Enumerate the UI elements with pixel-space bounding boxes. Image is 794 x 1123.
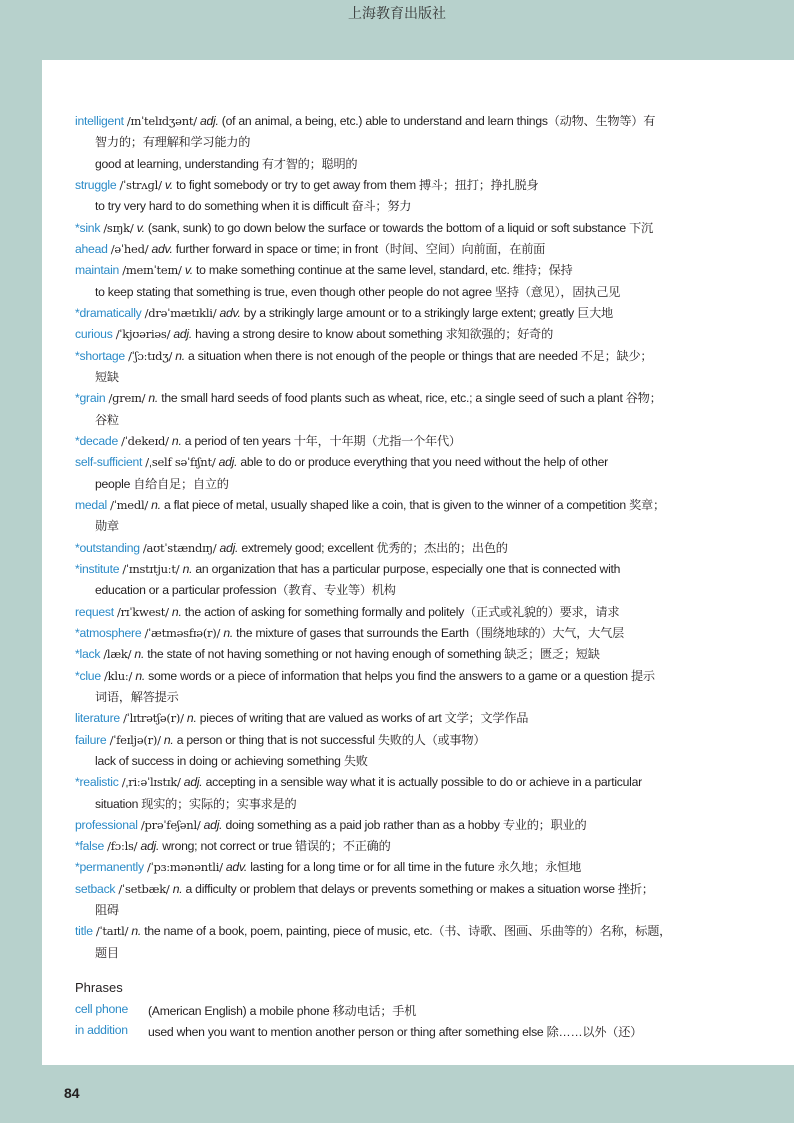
headword: title (75, 924, 93, 939)
definition: some words or a piece of information that helps you find the answers to a game or a question 提示 (148, 668, 655, 683)
pronunciation: /ˈʃɔːtɪdʒ/ (128, 348, 173, 363)
definition: lack of success in doing or achieving something 失败 (95, 753, 368, 768)
headword: request (75, 604, 114, 619)
part-of-speech: adj. (173, 327, 192, 342)
definition: people 自给自足；自立的 (95, 476, 229, 491)
headword: *dramatically (75, 305, 142, 320)
headword: intelligent (75, 114, 124, 128)
pronunciation: /ˈsetbæk/ (118, 881, 170, 896)
definition: further forward in space or time; in front（时间、空间）向前面，在前面 (175, 241, 546, 256)
definition: an organization that has a particular purpose, especially one that is connected with (195, 561, 621, 576)
definition: 智力的；有理解和学习能力的 (95, 135, 251, 150)
definition: to try very hard to do something when it is difficult 奋斗；努力 (95, 199, 412, 214)
vocabulary-entry (75, 644, 715, 665)
part-of-speech: n. (148, 391, 159, 406)
headword: *realistic (75, 775, 119, 790)
definition: a period of ten years 十年，十年期（尤指一个年代） (184, 433, 461, 448)
page-number: 84 (64, 1085, 80, 1101)
pronunciation: /əˈhed/ (110, 241, 149, 256)
definition: extremely good; excellent 优秀的；杰出的；出色的 (241, 540, 508, 555)
headword: *decade (75, 433, 118, 448)
entry-continuation (75, 196, 715, 217)
definition: doing something as a paid job rather than as a hobby 专业的；职业的 (225, 817, 587, 832)
definition: a difficulty or problem that delays or prevents something or makes a situation worse 挫折； (185, 881, 654, 896)
pronunciation: /ɡreɪn/ (108, 391, 146, 406)
phrase-definition: (American English) a mobile phone 移动电话；手机 (148, 1004, 417, 1018)
definition: having a strong desire to know about something 求知欲强的；好奇的 (195, 327, 554, 342)
headword: maintain (75, 263, 120, 278)
definition: a person or thing that is not successful 失败的人（或事物） (176, 732, 486, 747)
part-of-speech: n. (171, 433, 182, 448)
vocabulary-entry (75, 836, 715, 857)
pronunciation: /fɔːls/ (107, 839, 138, 854)
headword: self-sufficient (75, 455, 143, 470)
pronunciation: /ˌriːəˈlɪstɪk/ (121, 775, 181, 790)
definition: to keep stating that something is true, even though other people do not agree 坚持（意见），固执己见 (95, 284, 621, 299)
headword: *lack (75, 647, 101, 662)
definition: by a strikingly large amount or to a strikingly large extent; greatly 巨大地 (243, 305, 613, 320)
definition: the name of a book, poem, painting, piece of music, etc.（书、诗歌、图画、乐曲等的）名称，标题， (144, 924, 672, 939)
vocabulary-entry (75, 303, 715, 324)
part-of-speech: n. (163, 732, 174, 747)
pronunciation: /kluː/ (104, 668, 133, 683)
definition: to fight somebody or try to get away from them 搏斗；扭打；挣扎脱身 (176, 177, 539, 192)
vocabulary-entry (75, 260, 715, 281)
vocabulary-entry (75, 452, 715, 473)
headword: setback (75, 881, 116, 896)
headword: *atmosphere (75, 625, 142, 640)
pronunciation: /ˈkjʊəriəs/ (115, 327, 171, 342)
headword: failure (75, 732, 107, 747)
definition: 谷粒 (95, 412, 119, 427)
headword: struggle (75, 177, 117, 192)
part-of-speech: n. (151, 497, 161, 512)
definition: education or a particular profession（教育、专业等）机构 (95, 583, 396, 598)
entry-continuation (75, 410, 715, 431)
entry-continuation (75, 794, 715, 815)
part-of-speech: adv. (219, 305, 241, 320)
vocabulary-entry (75, 815, 715, 836)
headword: *outstanding (75, 540, 140, 555)
vocabulary-entry (75, 538, 715, 559)
phrase-term: cell phone (75, 1002, 129, 1016)
pronunciation: /ˈfeɪljə(r)/ (109, 732, 161, 747)
definition: 词语，解答提示 (95, 689, 179, 704)
vocabulary-entry (75, 772, 715, 793)
pronunciation: /ɪnˈtelɪdʒənt/ (126, 114, 197, 128)
part-of-speech: n. (186, 711, 197, 726)
pronunciation: /ˈlɪtrətʃə(r)/ (123, 711, 184, 726)
part-of-speech: n. (134, 647, 145, 662)
vocabulary-entry (75, 346, 715, 367)
pronunciation: /rɪˈkwest/ (117, 604, 169, 619)
headword: *false (75, 839, 104, 854)
headword: medal (75, 497, 107, 512)
part-of-speech: n. (135, 668, 145, 683)
pronunciation: /ˈtaɪtl/ (95, 924, 129, 939)
definition: lasting for a long time or for all time in the future 永久地；永恒地 (250, 860, 582, 875)
headword: *shortage (75, 348, 125, 363)
phrase-definition: used when you want to mention another person or thing after something else 除……以外（还） (148, 1025, 643, 1039)
part-of-speech: n. (172, 881, 183, 896)
entry-continuation (75, 580, 715, 601)
vocabulary-entry (75, 175, 715, 196)
part-of-speech: adj. (200, 114, 219, 128)
part-of-speech: v. (164, 177, 173, 192)
definition: able to do or produce everything that you need without the help of other (240, 455, 608, 470)
vocabulary-entry (75, 324, 715, 345)
pronunciation: /ˈdekeɪd/ (121, 433, 169, 448)
vocabulary-entry (75, 730, 715, 751)
definition: pieces of writing that are valued as works of art 文学；文学作品 (199, 711, 529, 726)
entry-continuation (75, 516, 715, 537)
pronunciation: /ˈpɜːmənəntli/ (146, 860, 223, 875)
pronunciation: /meɪnˈteɪn/ (122, 263, 182, 278)
vocabulary-entry (75, 218, 715, 239)
definition: the mixture of gases that surrounds the Earth（围绕地球的）大气，大气层 (236, 625, 624, 640)
part-of-speech: n. (175, 348, 185, 363)
vocabulary-entry (75, 666, 715, 687)
headword: ahead (75, 241, 108, 256)
headword: *sink (75, 220, 101, 235)
headword: professional (75, 817, 138, 832)
definition: the state of not having something or not having enough of something 缺乏；匮乏；短缺 (147, 647, 600, 662)
part-of-speech: n. (223, 625, 233, 640)
definition: (of an animal, a being, etc.) able to understand and learn things（动物、生物等）有 (221, 114, 656, 128)
phrase-item (75, 1023, 643, 1039)
pronunciation: /sɪŋk/ (103, 220, 134, 235)
part-of-speech: adv. (151, 241, 173, 256)
part-of-speech: adj. (218, 455, 238, 470)
part-of-speech: n. (131, 924, 142, 939)
definition: a flat piece of metal, usually shaped like a coin, that is given to the winner of a competition 奖章； (163, 497, 665, 512)
part-of-speech: v. (184, 263, 193, 278)
vocabulary-entry (75, 559, 715, 580)
pronunciation: /læk/ (103, 647, 132, 662)
pronunciation: /drəˈmætɪkli/ (144, 305, 217, 320)
definition: the action of asking for something formally and politely（正式或礼貌的）要求，请求 (184, 604, 620, 619)
vocabulary-entry (75, 388, 715, 409)
pronunciation: /ˈstrʌɡl/ (119, 177, 162, 192)
definition: 题目 (95, 945, 119, 960)
part-of-speech: adv. (225, 860, 248, 875)
pronunciation: /aʊtˈstændɪŋ/ (142, 540, 217, 555)
phrase-term: in addition (75, 1023, 128, 1037)
entry-continuation (75, 751, 715, 772)
definition: good at learning, understanding 有才智的；聪明的 (95, 156, 358, 171)
part-of-speech: adj. (183, 775, 203, 790)
phrase-item (75, 1002, 417, 1018)
part-of-speech: n. (182, 561, 193, 576)
definition: the small hard seeds of food plants such as wheat, rice, etc.; a single seed of such a plant 谷物； (161, 391, 662, 406)
definition: 勋章 (95, 519, 119, 534)
vocabulary-entry (75, 111, 715, 132)
headword: curious (75, 327, 113, 342)
pronunciation: /ˈɪnstɪtjuːt/ (122, 561, 180, 576)
vocabulary-entry (75, 857, 715, 878)
headword: *permanently (75, 860, 144, 875)
part-of-speech: v. (136, 220, 145, 235)
part-of-speech: adj. (140, 839, 160, 854)
headword: literature (75, 711, 120, 726)
vocabulary-entry (75, 879, 715, 900)
definition: situation 现实的；实际的；实事求是的 (95, 796, 297, 811)
entry-continuation (75, 367, 715, 388)
headword: *institute (75, 561, 120, 576)
vocabulary-entry (75, 602, 715, 623)
vocabulary-entry (75, 623, 715, 644)
part-of-speech: adj. (203, 817, 223, 832)
pronunciation: /ˈmedl/ (110, 497, 149, 512)
definition: a situation when there is not enough of the people or things that are needed 不足；缺少； (188, 348, 653, 363)
publisher-header: 上海教育出版社 (348, 5, 446, 21)
entry-continuation (75, 900, 715, 921)
vocabulary-entry (75, 431, 715, 452)
phrases-heading: Phrases (75, 980, 123, 995)
entry-continuation (75, 154, 715, 175)
vocabulary-entry (75, 708, 715, 729)
definition: 阻碍 (95, 903, 119, 918)
entry-continuation (75, 132, 715, 153)
pronunciation: /prəˈfeʃənl/ (140, 817, 201, 832)
part-of-speech: n. (171, 604, 182, 619)
vocabulary-entry (75, 921, 715, 942)
headword: *clue (75, 668, 101, 683)
vocabulary-list (75, 111, 715, 964)
definition: accepting in a sensible way what it is actually possible to do or achieve in a particular (205, 775, 642, 790)
definition: (sank, sunk) to go down below the surface or towards the bottom of a liquid or soft substance 下沉 (147, 220, 653, 235)
entry-continuation (75, 282, 715, 303)
entry-continuation (75, 943, 715, 964)
definition: wrong; not correct or true 错误的；不正确的 (162, 839, 391, 854)
entry-continuation (75, 474, 715, 495)
pronunciation: /ˌself səˈfɪʃnt/ (145, 455, 216, 470)
entry-continuation (75, 687, 715, 708)
definition: to make something continue at the same level, standard, etc. 维持；保持 (196, 263, 573, 278)
part-of-speech: adj. (219, 540, 239, 555)
vocabulary-entry (75, 495, 715, 516)
vocabulary-entry (75, 239, 715, 260)
headword: *grain (75, 391, 106, 406)
pronunciation: /ˈætməsfɪə(r)/ (144, 625, 221, 640)
definition: 短缺 (95, 369, 119, 384)
